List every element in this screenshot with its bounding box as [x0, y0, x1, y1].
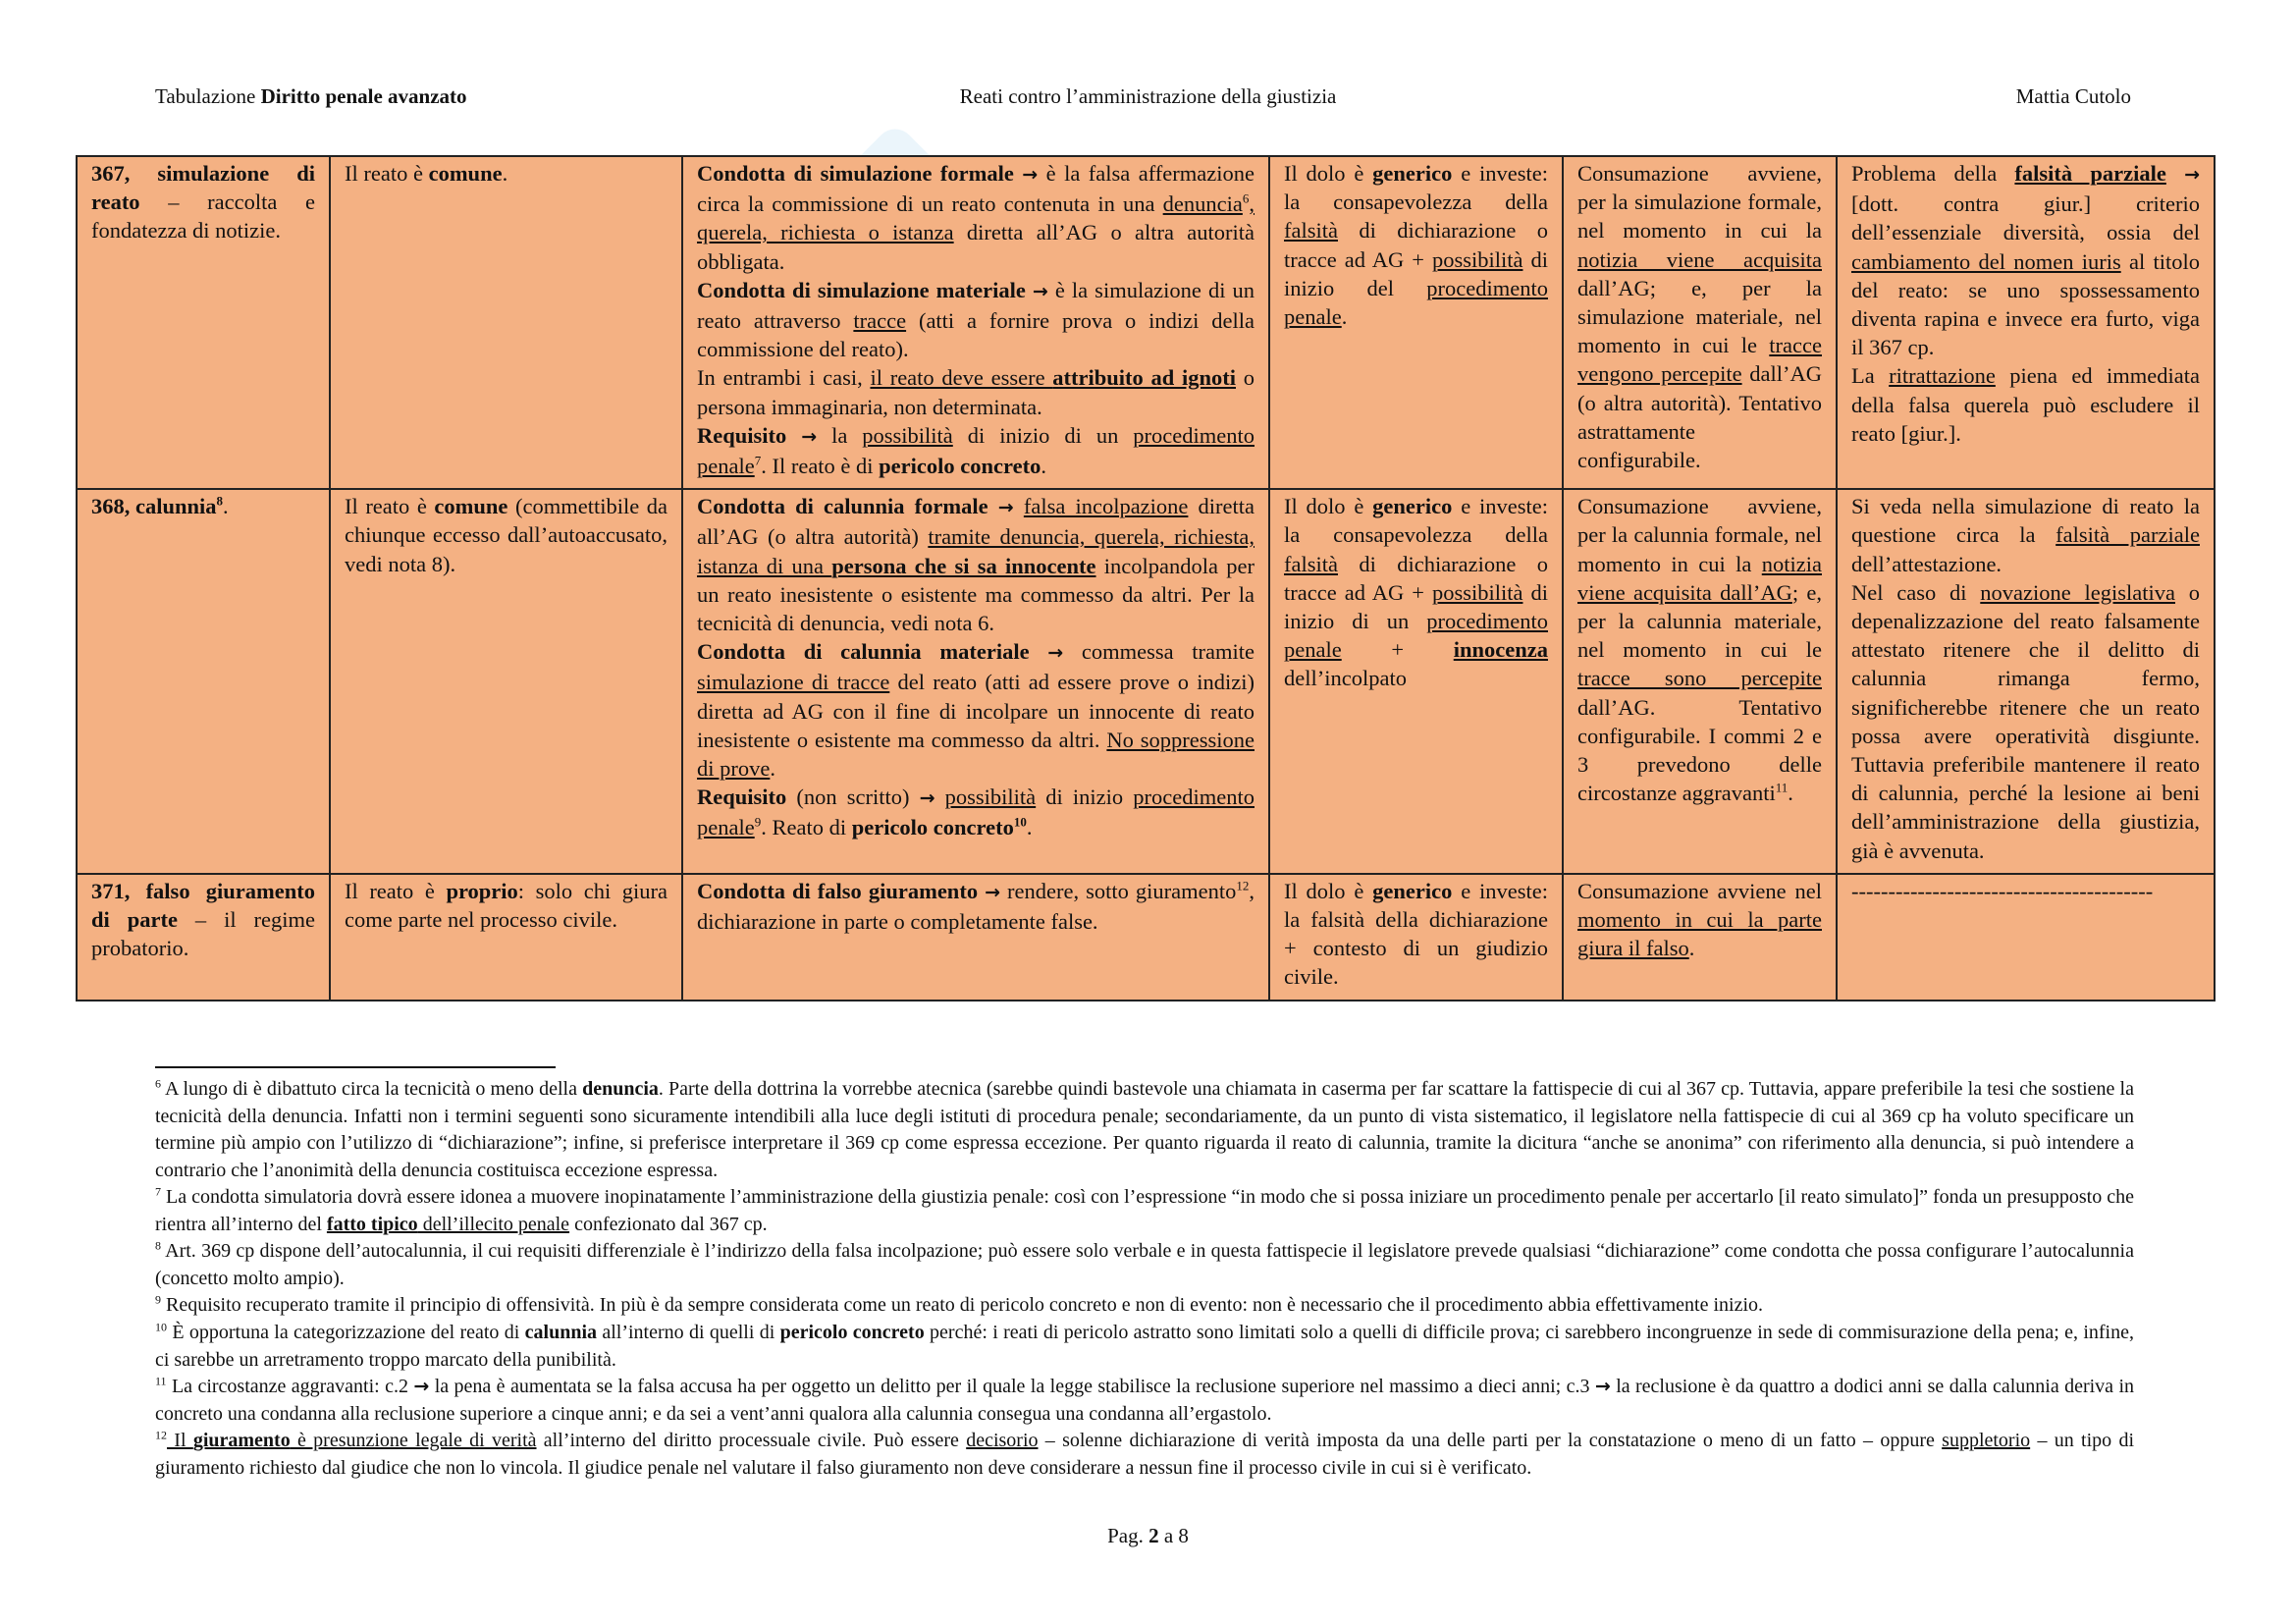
cell-consummation: Consumazione avviene, per la simulazione formale, nel momento in cui la notizia viene acquisita dall’AG; e, per la simulazione materiale, nel momento in cui le tracce vengono percepite dall’AG (o altra autorità). Tentativo astrattamente configurabile. [1563, 156, 1837, 489]
offenses-table [76, 155, 2216, 1001]
arrow-icon: → [1594, 1376, 1611, 1397]
cell-article: 367, simulazione di reato – raccolta e fondatezza di notizie. [77, 156, 330, 489]
cell-subject: Il reato è comune. [330, 156, 682, 489]
arrow-icon: → [919, 787, 935, 810]
header-right: Mattia Cutolo [2015, 84, 2131, 108]
cell-subject: Il reato è comune (commettibile da chiunque eccesso dall’autoaccusato, vedi nota 8). [330, 489, 682, 874]
arrow-icon: → [413, 1376, 430, 1397]
footnote-12: $^{12}$ Il giuramento è presunzione legale di verità all’interno del diritto processuale civile. Può essere decisorio – solenne dichiarazione di verità imposta da una delle parti per la constatazione o meno di un fatto – oppure suppletorio – un tipo di giuramento richiesto dal giudice che non lo vincola. Il giudice penale nel valutare il falso giuramento non deve considerare a nessun fine il processo civile in cui si è verificato. [155, 1428, 2135, 1479]
cell-subject: Il reato è proprio: solo chi giura come parte nel processo civile. [330, 874, 682, 1001]
footnote-7: $^7$ La condotta simulatoria dovrà essere idonea a muovere inopinatamente l’amministrazione della giustizia penale: così con l’espressione “in modo che si possa iniziare un procedimento penale per accertarlo [il reato simulato]” fonda un presupposto che rientra all’interno del fatto tipico dell’illecito penale confezionato dal 367 cp. [155, 1184, 2134, 1235]
arrow-icon: → [2184, 164, 2200, 186]
header-center: Reati contro l’amministrazione della giustizia [959, 84, 1337, 108]
cell-article: 368, calunnia$^8$. [77, 489, 330, 874]
footnote-separator [155, 1066, 556, 1068]
cell-issues: ----------------------------------------- [1837, 874, 2215, 1001]
cell-consummation: Consumazione avviene nel momento in cui la parte giura il falso. [1563, 874, 1837, 1001]
arrow-icon: → [1047, 642, 1064, 665]
cell-issues: Problema della falsità parziale → [dott. contra giur.] criterio dell’essenziale diversità, ossia del cambiamento del nomen iuris al titolo del reato: se uno spossessamento diventa rapina e invece era furto, viga il 367 cp. La ritrattazione piena ed immediata della falsa querela può escludere il reato [giur.]. [1837, 156, 2215, 489]
cell-consummation: Consumazione avviene, per la calunnia formale, nel momento in cui la notizia viene acquisita dall’AG; e, per la calunnia materiale, nel momento in cui le tracce sono percepite dall’AG. Tentativo configurabile. I commi 2 e 3 prevedono delle circostanze aggravanti$^{11}$. [1563, 489, 1837, 874]
cell-conduct: Condotta di simulazione formale → è la falsa affermazione circa la commissione di un reato contenuta in una denuncia$^6$, querela, richiesta o istanza diretta all’AG o altra autorità obbligata. Condotta di simulazione materiale → è la simulazione di un reato attraverso tracce (atti a fornire prova o indizi della commissione del reato). In entrambi i casi, il reato deve essere attribuito ad ignoti o persona immaginaria, non determinata. Requisito → la possibilità di inizio di un procedimento penale$^7$. Il reato è di pericolo concreto. [682, 156, 1269, 489]
cell-conduct: Condotta di falso giuramento → rendere, sotto giuramento$^{12}$, dichiarazione in parte o completamente false. [682, 874, 1269, 1001]
footnote-9: $^9$ Requisito recuperato tramite il principio di offensività. In più è da sempre considerata come un reato di pericolo concreto e non di evento: non è necessario che il procedimento abbia effettivamente inizio. [155, 1292, 1764, 1316]
cell-intent: Il dolo è generico e investe: la consapevolezza della falsità di dichiarazione o tracce ad AG + possibilità di inizio del procedimento penale. [1269, 156, 1563, 489]
cell-issues: Si veda nella simulazione di reato la questione circa la falsità parziale dell’attestazione. Nel caso di novazione legislativa o depenalizzazione del reato falsamente attestato ritenere che il delitto di calunnia rimanga fermo, significherebbe ritenere che un reato possa avere operatività disgiunte. Tuttavia preferibile mantenere il reato di calunnia, perché la lesione ai beni dell’amministrazione della giustizia, già è avvenuta. [1837, 489, 2215, 874]
header-left: Tabulazione Diritto penale avanzato [155, 84, 467, 108]
footnote-10: $^{10}$ È opportuna la categorizzazione del reato di calunnia all’interno di quelli di pericolo concreto perché: i reati di pericolo astratto sono limitati solo a quelli di difficile prova; ci sarebbero incongruenze in sede di commisurazione della pena; e, infine, ci sarebbe un arretramento troppo marcato della punibilità. [155, 1320, 2134, 1371]
arrow-icon: → [1032, 280, 1048, 302]
cell-intent: Il dolo è generico e investe: la consapevolezza della falsità di dichiarazione o tracce ad AG + possibilità di inizio di un procedimento penale + innocenza dell’incolpato [1269, 489, 1563, 874]
footnote-8: $^8$ Art. 369 cp dispone dell’autocalunnia, il cui requisiti differenziale è l’indirizzo della falsa incolpazione; può essere solo verbale e in questa fattispecie il legislatore prevede qualsiasi “dichiarazione” come condotta che possa configurare l’autocalunnia (concetto molto ampio). [155, 1238, 2134, 1289]
table-row [77, 156, 2215, 489]
cell-conduct: Condotta di calunnia formale → falsa incolpazione diretta all’AG (o altra autorità) tramite denuncia, querela, richiesta, istanza di una persona che si sa innocente incolpandola per un reato inesistente o esistente ma commesso da altri. Per la tecnicità di denuncia, vedi nota 6. Condotta di calunnia materiale → commessa tramite simulazione di tracce del reato (atti ad essere prove o indizi) diretta ad AG con il fine di incolpare un innocente di reato inesistente o esistente ma commesso da altri. No soppressione di prove. Requisito (non scritto) → possibilità di inizio procedimento penale$^9$. Reato di pericolo concreto$^{10}$. [682, 489, 1269, 874]
arrow-icon: → [985, 881, 1001, 903]
footnote-11: $^{11}$ La circostanze aggravanti: c.2 → la pena è aumentata se la falsa accusa ha per oggetto un delitto per il quale la legge stabilisce la reclusione superiore nel massimo a dieci anni; c.3 → la reclusione è da quattro a dodici anni se dalla calunnia deriva in concreto una condanna alla reclusione superiore a cinque anni; e da sei a vent’anni qualora alla calunnia consegua una condanna all’ergastolo. [155, 1374, 2135, 1425]
arrow-icon: → [1022, 164, 1039, 186]
cell-article: 371, falso giuramento di parte – il regime probatorio. [77, 874, 330, 1001]
table-row [77, 874, 2215, 1001]
arrow-icon: → [801, 425, 818, 448]
cell-intent: Il dolo è generico e investe: la falsità della dichiarazione + contesto di un giudizio civile. [1269, 874, 1563, 1001]
arrow-icon: → [997, 497, 1014, 519]
footnote-6: $^6$ A lungo di è dibattuto circa la tecnicità o meno della denuncia. Parte della dottrina la vorrebbe atecnica (sarebbe quindi bastevole una chiamata in caserma per far scattare la fattispecie di cui al 367 cp. Tuttavia, appare preferibile la tesi che sostiene la tecnicità della denuncia. Infatti non i termini seguenti sono sicuramente intendibili alla luce degli istituti di procedura penale; secondariamente, da un punto di vista sistematico, il legislatore nella fattispecie di cui al 369 cp ha voluto specificare un termine più ampio con l’utilizzo di “dichiarazione”; infine, si preferisce interpretare il 369 cp come espressa eccezione. Per quanto riguarda il reato di calunnia, tramite la dicitura “anche se anonima” con riferimento alla denuncia, si può intendere a contrario che l’anonimità della denuncia costituisca eccezione espressa. [155, 1076, 2134, 1181]
table-row [77, 489, 2215, 874]
page-number: Pag. 2 a 8 [1107, 1524, 1189, 1547]
